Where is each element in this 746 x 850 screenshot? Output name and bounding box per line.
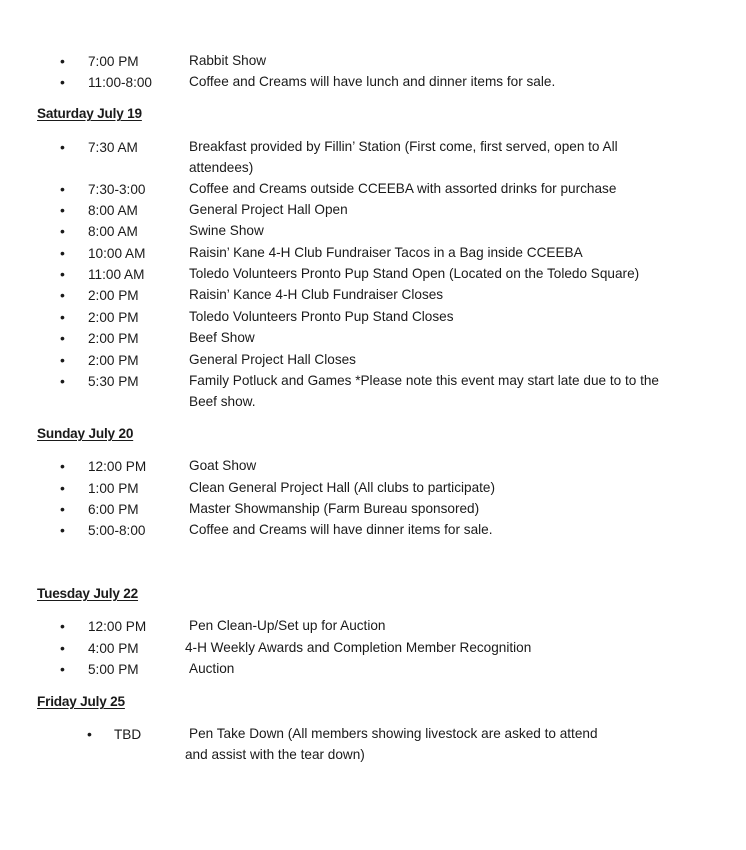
item-time: 2:00 PM: [88, 331, 139, 346]
item-description: Auction: [189, 661, 235, 676]
schedule-item: [0, 523, 746, 544]
item-description: Beef Show: [189, 330, 255, 345]
bullet-icon: •: [60, 181, 65, 197]
bullet-icon: •: [60, 309, 65, 325]
bullet-icon: •: [60, 139, 65, 155]
bullet-icon: •: [60, 352, 65, 368]
schedule-item: [0, 662, 746, 683]
bullet-icon: •: [60, 480, 65, 496]
bullet-icon: •: [60, 223, 65, 239]
item-description: Coffee and Creams outside CCEEBA with assorted drinks for purchase: [189, 181, 617, 196]
item-time: 8:00 AM: [88, 203, 138, 218]
bullet-icon: •: [60, 618, 65, 634]
schedule-item: [0, 75, 746, 96]
bullet-icon: •: [60, 458, 65, 474]
bullet-icon: •: [60, 245, 65, 261]
item-description: Coffee and Creams will have lunch and dinner items for sale.: [189, 74, 556, 89]
item-description: Coffee and Creams will have dinner items for sale.: [189, 522, 493, 537]
item-time: 12:00 PM: [88, 619, 147, 634]
item-time: 7:30 AM: [88, 140, 138, 155]
item-description: Swine Show: [189, 223, 264, 238]
item-time: 10:00 AM: [88, 246, 146, 261]
section-heading: Friday July 25: [37, 694, 125, 709]
bullet-icon: •: [60, 202, 65, 218]
item-time: 5:00-8:00: [88, 523, 146, 538]
item-time: 2:00 PM: [88, 310, 139, 325]
bullet-icon: •: [60, 53, 65, 69]
section-heading: Tuesday July 22: [37, 586, 139, 601]
bullet-icon: •: [60, 640, 65, 656]
item-description: Rabbit Show: [189, 53, 267, 68]
bullet-icon: •: [60, 330, 65, 346]
schedule-item: [0, 139, 746, 175]
item-time: 2:00 PM: [88, 353, 139, 368]
bullet-icon: •: [60, 287, 65, 303]
bullet-icon: •: [60, 522, 65, 538]
bullet-icon: •: [60, 661, 65, 677]
section-heading: Sunday July 20: [37, 426, 134, 441]
section-heading: Saturday July 19: [37, 106, 142, 121]
item-description: Family Potluck and Games *Please note this event may start late due to to the Beef show.: [189, 373, 659, 409]
item-description: Breakfast provided by Fillin’ Station (First come, first served, open to All attendees): [189, 139, 618, 175]
item-description: Clean General Project Hall (All clubs to participate): [189, 480, 495, 495]
item-time: 7:00 PM: [88, 54, 139, 69]
item-description: Toledo Volunteers Pronto Pup Stand Closes: [189, 309, 454, 324]
item-time: 1:00 PM: [88, 481, 139, 496]
item-description: Goat Show: [189, 458, 257, 473]
bullet-icon: •: [87, 726, 92, 742]
item-time: 11:00 AM: [88, 267, 145, 282]
schedule-item: [0, 726, 746, 762]
bullet-icon: •: [60, 74, 65, 90]
schedule-item: [0, 373, 746, 409]
item-description: Raisin’ Kane 4-H Club Fundraiser Tacos in a Bag inside CCEEBA: [189, 245, 583, 260]
item-time: 12:00 PM: [88, 459, 147, 474]
item-time: 6:00 PM: [88, 502, 139, 517]
item-description: 4-H Weekly Awards and Completion Member Recognition: [185, 640, 532, 655]
item-description: Raisin’ Kance 4-H Club Fundraiser Closes: [189, 287, 444, 302]
item-description: Master Showmanship (Farm Bureau sponsored): [189, 501, 480, 516]
item-time: 5:00 PM: [88, 662, 139, 677]
item-time: 5:30 PM: [88, 374, 139, 389]
item-description: Pen Clean-Up/Set up for Auction: [189, 618, 386, 633]
bullet-icon: •: [60, 501, 65, 517]
item-time: TBD: [114, 727, 142, 742]
item-time: 11:00-8:00: [88, 75, 152, 90]
item-time: 4:00 PM: [88, 641, 139, 656]
item-description: Pen Take Down (All members showing livestock are asked to attend and assist with the tear down): [185, 726, 598, 762]
item-time: 7:30-3:00: [88, 182, 146, 197]
item-description: General Project Hall Closes: [189, 352, 356, 367]
bullet-icon: •: [60, 266, 65, 282]
item-description: General Project Hall Open: [189, 202, 348, 217]
item-time: 2:00 PM: [88, 288, 139, 303]
item-time: 8:00 AM: [88, 224, 138, 239]
bullet-icon: •: [60, 373, 65, 389]
item-description: Toledo Volunteers Pronto Pup Stand Open (Located on the Toledo Square): [189, 266, 640, 281]
